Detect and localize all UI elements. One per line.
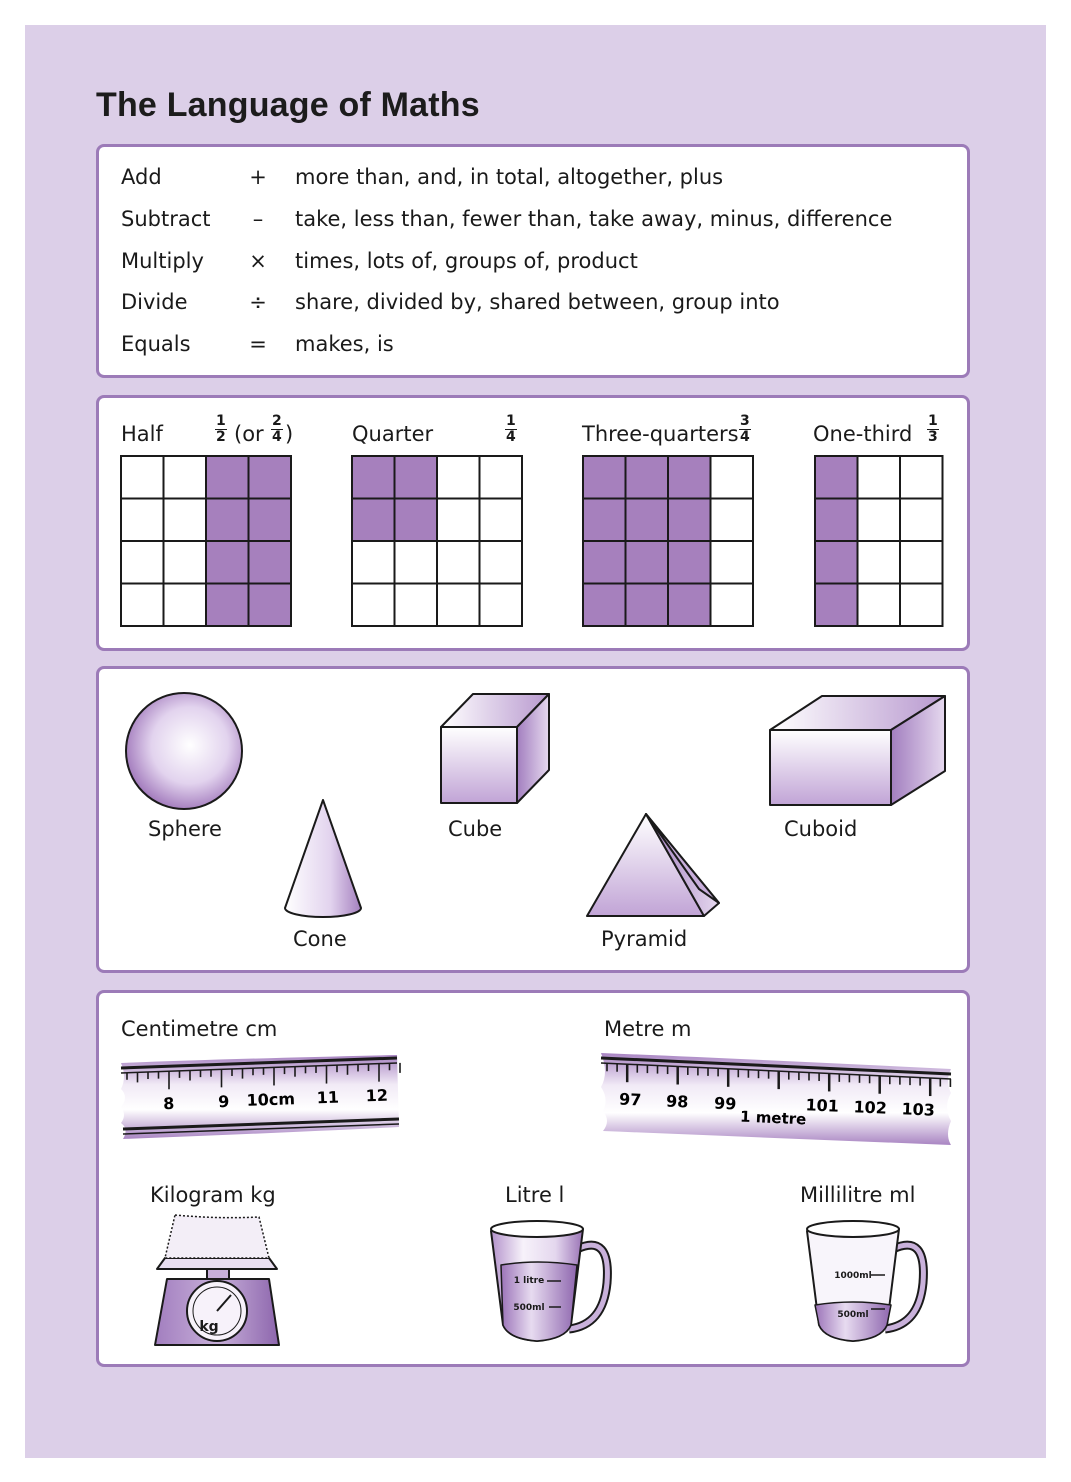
measure-label-litre: Litre l <box>505 1183 565 1207</box>
litre-jug <box>491 1221 607 1341</box>
fraction-cell <box>206 584 249 627</box>
fraction-cell <box>121 456 164 499</box>
m-tick-label: 99 <box>713 1093 737 1114</box>
fraction-cell <box>395 456 438 499</box>
fraction-grids <box>99 398 967 648</box>
fraction-cell <box>711 541 754 584</box>
operation-symbol: = <box>249 332 267 356</box>
fraction-label-quarter: Quarter <box>352 422 434 446</box>
fraction-cell <box>164 584 207 627</box>
kitchen-scale <box>155 1215 279 1345</box>
shape-label-cube: Cube <box>448 817 503 841</box>
jug-mark-bottom: 500ml <box>513 1303 545 1313</box>
fraction-cell <box>858 541 901 584</box>
fraction-grid-one-third <box>815 456 943 626</box>
scale-dial-label: kg <box>199 1319 219 1335</box>
fraction-alt-prefix: (or <box>234 422 264 446</box>
fraction-cell <box>480 584 523 627</box>
m-tick-label: 98 <box>665 1091 689 1112</box>
operation-symbol: + <box>249 165 267 189</box>
fraction-cell <box>206 456 249 499</box>
centimetre-ruler <box>121 1055 400 1139</box>
fraction-half-alt-symbol: $\frac{2}{4}$ <box>272 413 282 445</box>
operation-words: times, lots of, groups of, product <box>295 249 638 273</box>
cm-tick-label: 9 <box>217 1091 230 1112</box>
measures-panel <box>96 990 970 1367</box>
fraction-grid-three-quarters <box>583 456 753 626</box>
fraction-cell <box>711 584 754 627</box>
cm-tick-label: 11 <box>316 1087 340 1108</box>
operation-symbol: ÷ <box>249 290 267 314</box>
cone-shape <box>285 800 361 917</box>
fraction-quarter-symbol: $\frac{1}{4}$ <box>506 413 516 445</box>
shapes-panel <box>96 666 970 973</box>
operation-row-subtract <box>99 207 967 247</box>
fraction-cell <box>164 499 207 542</box>
fraction-cell <box>437 541 480 584</box>
fraction-cell <box>583 499 626 542</box>
cm-tick-label: 10cm <box>246 1089 296 1110</box>
fractions-panel <box>96 395 970 651</box>
fraction-cell <box>164 541 207 584</box>
fraction-cell <box>858 584 901 627</box>
fraction-three-quarters-symbol: $\frac{3}{4}$ <box>740 413 750 445</box>
fraction-label-one-third: One-third <box>813 422 913 446</box>
fraction-cell <box>815 541 858 584</box>
fraction-cell <box>121 499 164 542</box>
fraction-label-half: Half <box>121 422 163 446</box>
operation-name: Add <box>121 165 162 189</box>
fraction-cell <box>437 499 480 542</box>
fraction-label-three-quarters: Three-quarters <box>582 422 739 446</box>
fraction-cell <box>352 541 395 584</box>
cube-shape <box>441 694 549 803</box>
operation-name: Divide <box>121 290 188 314</box>
m-mark-label: 1 metre <box>739 1107 807 1129</box>
operation-symbol: – <box>252 207 264 231</box>
fraction-cell <box>395 541 438 584</box>
fraction-cell <box>815 456 858 499</box>
cuboid-shape <box>770 696 945 805</box>
operation-row-add <box>99 165 967 205</box>
fraction-cell <box>437 456 480 499</box>
fraction-cell <box>121 541 164 584</box>
operation-name: Multiply <box>121 249 204 273</box>
measure-label-kilogram: Kilogram kg <box>150 1183 276 1207</box>
pyramid-shape <box>587 814 719 916</box>
fraction-cell <box>121 584 164 627</box>
fraction-cell <box>352 584 395 627</box>
operation-words: share, divided by, shared between, group into <box>295 290 780 314</box>
fraction-cell <box>249 456 292 499</box>
fraction-cell <box>626 541 669 584</box>
m-tick-label: 97 <box>618 1089 642 1110</box>
fraction-cell <box>668 456 711 499</box>
fraction-cell <box>900 584 943 627</box>
fraction-cell <box>858 499 901 542</box>
fraction-cell <box>164 456 207 499</box>
fraction-cell <box>249 499 292 542</box>
shape-label-cone: Cone <box>293 927 347 951</box>
jug-mark-bottom: 500ml <box>837 1310 869 1320</box>
operation-words: more than, and, in total, altogether, plus <box>295 165 724 189</box>
shape-label-sphere: Sphere <box>148 817 222 841</box>
fraction-cell <box>480 456 523 499</box>
fraction-cell <box>352 499 395 542</box>
operation-name: Equals <box>121 332 191 356</box>
shape-label-pyramid: Pyramid <box>601 927 688 951</box>
operation-words: take, less than, fewer than, take away, minus, difference <box>295 207 893 231</box>
operation-row-equals <box>99 332 967 372</box>
fraction-cell <box>668 584 711 627</box>
fraction-cell <box>480 499 523 542</box>
measures-drawing <box>99 993 967 1364</box>
operation-words: makes, is <box>295 332 394 356</box>
operation-symbol: × <box>249 249 267 273</box>
fraction-cell <box>711 456 754 499</box>
fraction-cell <box>626 499 669 542</box>
fraction-cell <box>858 456 901 499</box>
fraction-cell <box>583 541 626 584</box>
fraction-cell <box>815 499 858 542</box>
fraction-cell <box>583 584 626 627</box>
measure-label-millilitre: Millilitre ml <box>800 1183 916 1207</box>
fraction-cell <box>711 499 754 542</box>
m-tick-label: 103 <box>901 1099 936 1120</box>
millilitre-jug <box>807 1221 923 1341</box>
operations-panel <box>96 144 970 378</box>
fraction-cell <box>395 499 438 542</box>
fraction-cell <box>206 541 249 584</box>
jug-mark-top: 1 litre <box>513 1276 545 1286</box>
fraction-cell <box>900 499 943 542</box>
fraction-cell <box>249 541 292 584</box>
fraction-cell <box>626 456 669 499</box>
sphere-shape <box>126 693 242 809</box>
operation-row-divide <box>99 290 967 330</box>
operation-row-multiply <box>99 249 967 289</box>
fraction-cell <box>900 541 943 584</box>
fraction-cell <box>668 499 711 542</box>
fraction-alt-suffix: ) <box>285 422 294 446</box>
fraction-cell <box>352 456 395 499</box>
fraction-half-symbol: $\frac{1}{2}$ <box>216 413 226 445</box>
fraction-cell <box>249 584 292 627</box>
fraction-cell <box>668 541 711 584</box>
fraction-one-third-symbol: $\frac{1}{3}$ <box>928 413 938 445</box>
page-title: The Language of Maths <box>96 86 480 124</box>
measure-label-metre: Metre m <box>604 1017 692 1041</box>
fraction-cell <box>395 584 438 627</box>
fraction-cell <box>626 584 669 627</box>
fraction-grid-half <box>121 456 291 626</box>
measure-label-centimetre: Centimetre cm <box>121 1017 278 1041</box>
shape-label-cuboid: Cuboid <box>784 817 858 841</box>
metre-stick <box>601 1053 951 1145</box>
cm-tick-label: 12 <box>365 1085 389 1106</box>
fraction-cell <box>206 499 249 542</box>
fraction-cell <box>480 541 523 584</box>
jug-mark-top: 1000ml <box>834 1271 872 1281</box>
m-tick-label: 101 <box>805 1095 840 1116</box>
fraction-cell <box>437 584 480 627</box>
fraction-cell <box>583 456 626 499</box>
m-tick-label: 102 <box>853 1097 888 1118</box>
operation-name: Subtract <box>121 207 211 231</box>
fraction-cell <box>815 584 858 627</box>
fraction-cell <box>900 456 943 499</box>
cm-tick-label: 8 <box>162 1093 175 1114</box>
fraction-grid-quarter <box>352 456 522 626</box>
